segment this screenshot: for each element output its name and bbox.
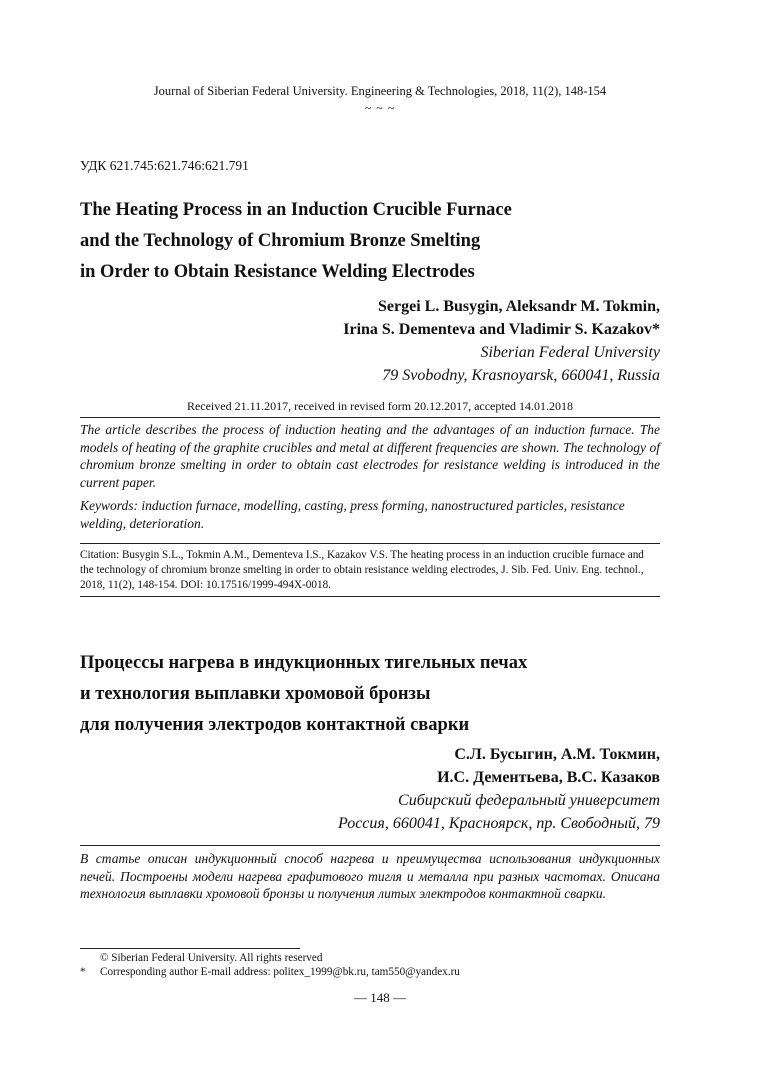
divider [80,596,660,597]
affiliation-en: Siberian Federal University [480,344,660,361]
title-ru-line: Процессы нагрева в индукционных тигельных печах [80,653,528,673]
title-en-line: The Heating Process in an Induction Crucible Furnace [80,200,512,220]
citation: Citation: Busygin S.L., Tokmin A.M., Dementeva I.S., Kazakov V.S. The heating process in an induction crucible furnace and the technology of chromium bronze smelting in order to obtain resistance welding electrodes, J. Sib. Fed. Univ. Eng. technol., 2018, 11(2), 148-154. DOI: 10.17516/1999-494X-0018. [80,549,644,591]
authors-ru-block [338,743,660,835]
received-dates: Received 21.11.2017, received in revised form 20.12.2017, accepted 14.01.2018 [186,399,574,413]
title-en-line: and the Technology of Chromium Bronze Smelting [80,231,481,251]
footnote-divider [80,948,300,949]
title-ru-line: и технология выплавки хромовой бронзы [80,684,431,704]
abstract-en: The article describes the process of induction heating and the advantages of an induction furnace. The models of heating of the graphite crucibles and metal at different frequencies are shown. The technology of chromium bronze smelting in order to obtain cast electrodes for resistance welding is introduced in the current paper. [80,422,660,490]
divider [80,417,660,418]
affiliation-ru: Сибирский федеральный университет [398,792,660,809]
footnote-corresponding-text: Corresponding author E-mail address: politex_1999@bk.ru, tam550@yandex.ru [100,966,460,978]
journal-header: Journal of Siberian Federal University. Engineering & Technologies, 2018, 11(2), 148-154 [153,84,607,98]
header-separator: ~ ~ ~ [364,101,396,115]
title-ru [80,648,680,741]
keywords: Keywords: induction furnace, modelling, casting, press forming, nanostructured particles, resistance welding, deterioration. [80,498,625,531]
page-number: — 148 — [354,990,406,1005]
authors-ru-names: С.Л. Бусыгин, А.М. Токмин, [454,746,660,763]
title-ru-line: для получения электродов контактной сварки [80,715,470,735]
authors-ru-names: И.С. Дементьева, В.С. Казаков [437,769,660,786]
footnote-mark: * [80,966,86,978]
authors-en-names: Sergei L. Busygin, Aleksandr M. Tokmin, [378,298,660,315]
footnote-corresponding [80,966,460,978]
address-ru: Россия, 660041, Красноярск, пр. Свободный, 79 [338,815,660,832]
abstract-ru: В статье описан индукционный способ нагрева и преимущества использования индукционных печей. Построены модели нагрева графитового тигля и металла при разных частотах. Описана технология выплавки хромовой бронзы и получения литых электродов контактной сварки. [80,851,660,901]
footnote-copyright: © Siberian Federal University. All rights reserved [100,952,323,964]
authors-en-block [343,295,660,387]
address-en: 79 Svobodny, Krasnoyarsk, 660041, Russia [382,367,660,384]
title-en-line: in Order to Obtain Resistance Welding Electrodes [80,262,475,282]
title-en [80,195,680,288]
divider [80,845,660,846]
divider [80,543,660,544]
authors-en-names: Irina S. Dementeva and Vladimir S. Kazakov* [343,321,660,338]
udk-code: УДК 621.745:621.746:621.791 [80,158,249,173]
